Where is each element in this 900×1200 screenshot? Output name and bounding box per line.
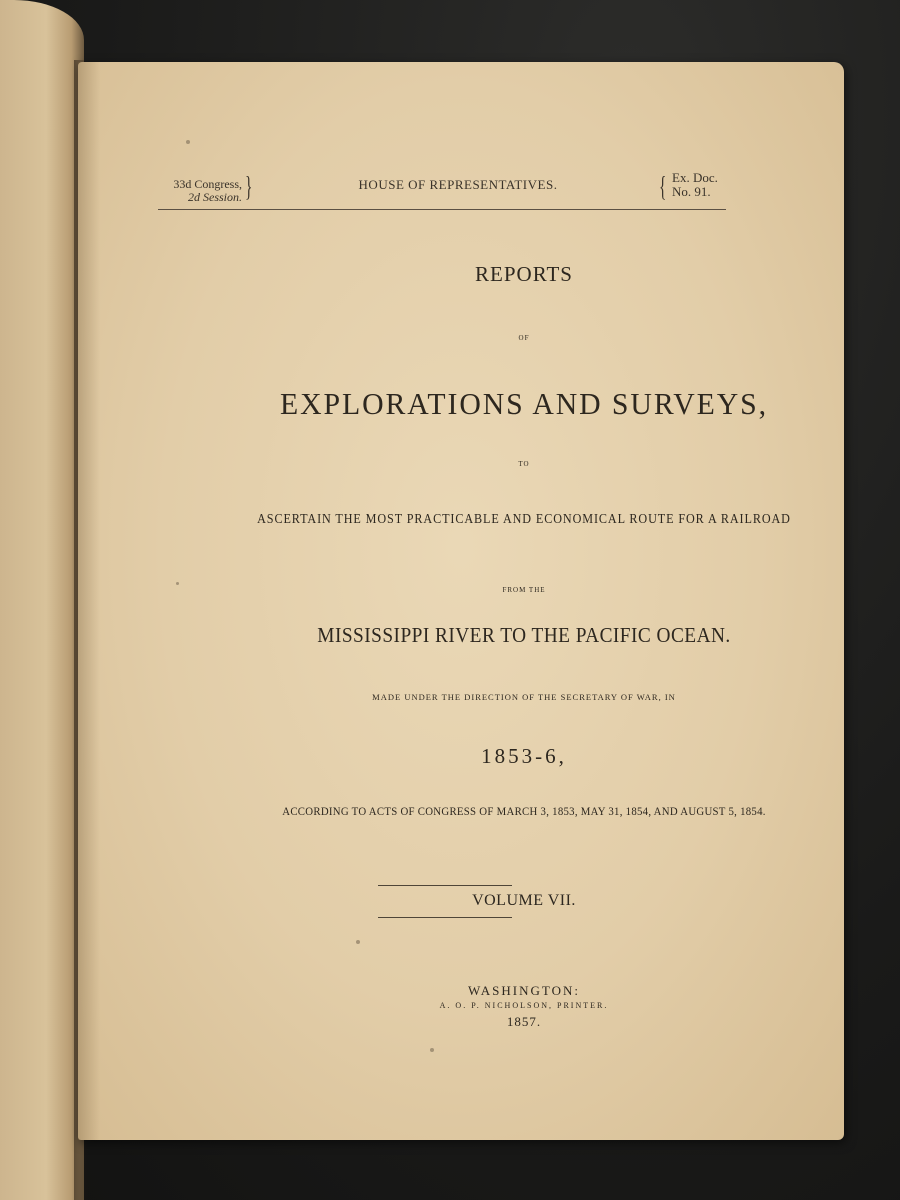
imprint-place: WASHINGTON: <box>467 983 581 998</box>
header-congress-session <box>158 178 242 204</box>
title-from: FROM THE <box>502 586 546 594</box>
header-rule <box>158 209 726 210</box>
left-brace-icon: { <box>659 172 667 203</box>
title-of: OF <box>518 334 530 342</box>
foxing-spot <box>176 582 179 585</box>
title-main: EXPLORATIONS AND SURVEYS, <box>280 386 768 421</box>
title-reports: REPORTS <box>475 262 573 286</box>
header-document-number <box>672 171 742 199</box>
right-brace-icon: } <box>245 172 253 203</box>
foxing-spot <box>186 140 190 144</box>
header-house: HOUSE OF REPRESENTATIVES. <box>358 177 558 192</box>
page-gutter-shade <box>78 62 100 1140</box>
imprint-year: 1857. <box>506 1014 542 1029</box>
volume-rule-bottom <box>378 917 512 918</box>
congress-label: 33d Congress, <box>173 177 242 191</box>
left-page-edge <box>0 0 84 1200</box>
title-made-under: MADE UNDER THE DIRECTION OF THE SECRETARY OF WAR, IN <box>372 692 676 702</box>
volume-rule-top <box>378 885 512 886</box>
title-page <box>78 62 844 1140</box>
title-to: TO <box>518 460 530 468</box>
session-label: 2d Session. <box>188 190 242 204</box>
doc-type-label: Ex. Doc. <box>672 170 718 185</box>
imprint-printer: A. O. P. NICHOLSON, PRINTER. <box>439 1001 609 1010</box>
title-route: MISSISSIPPI RIVER TO THE PACIFIC OCEAN. <box>317 623 731 647</box>
doc-number-label: No. 91. <box>672 184 711 199</box>
volume-label: VOLUME VII. <box>472 892 576 909</box>
title-purpose: ASCERTAIN THE MOST PRACTICABLE AND ECONOMICAL ROUTE FOR A RAILROAD <box>257 511 791 526</box>
title-years: 1853-6, <box>481 744 567 768</box>
title-acts: ACCORDING TO ACTS OF CONGRESS OF MARCH 3, 1853, MAY 31, 1854, AND AUGUST 5, 1854. <box>282 804 766 818</box>
foxing-spot <box>356 940 360 944</box>
foxing-spot <box>430 1048 434 1052</box>
